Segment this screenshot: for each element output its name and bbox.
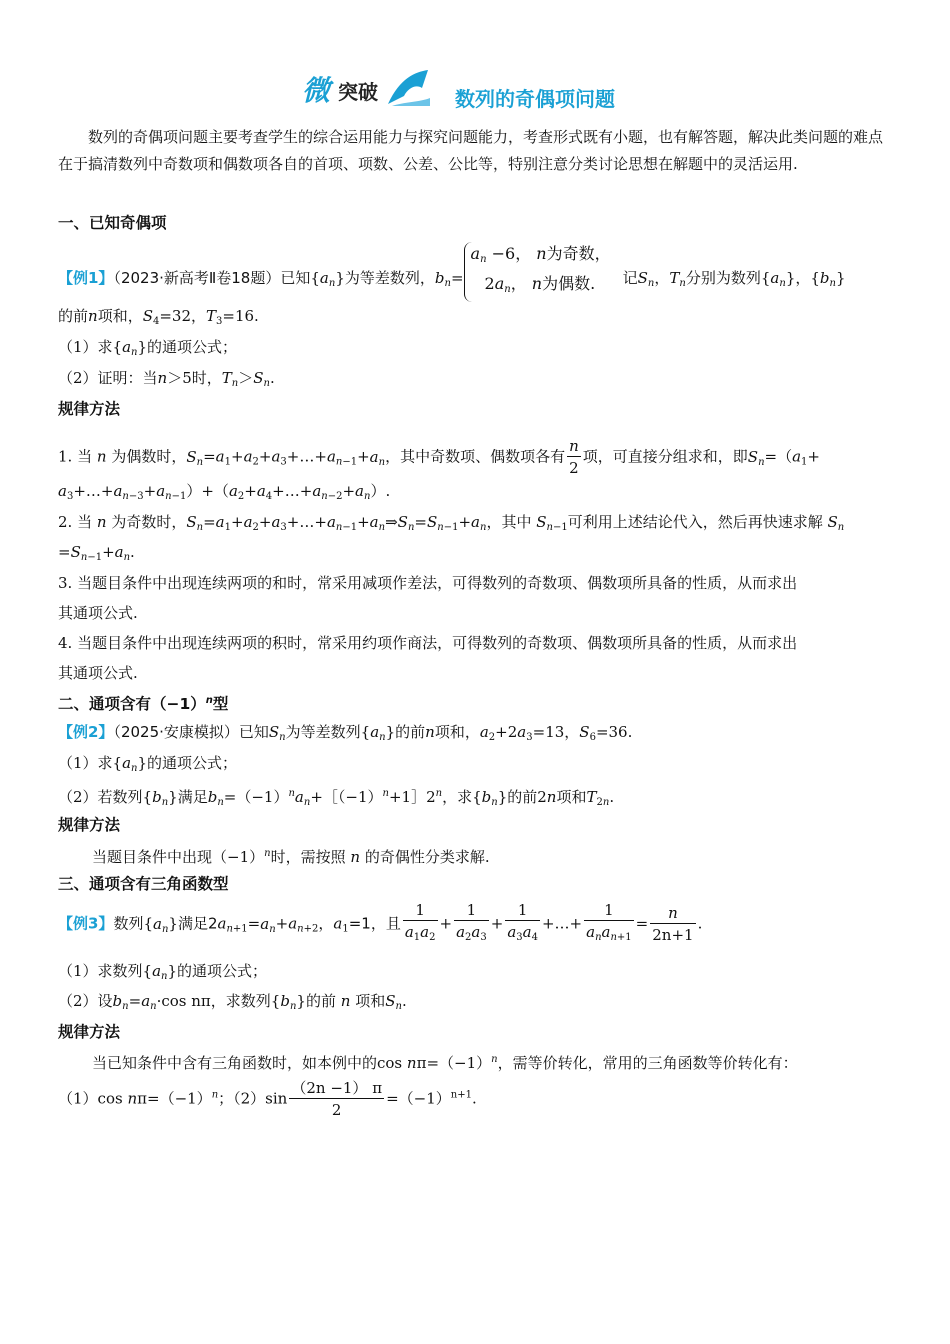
example1-q2: （2）证明：当n＞5时，$T_n>S_n$. [58, 369, 275, 389]
method1-line2: $a_3+\dots+a_{n-3}+a_{n-1})+(a_2+a_4+\dots+a_{n-2}+a_n)$. [58, 482, 391, 502]
method4-line1: 4. 当题目条件中出现连续两项的积时，常采用约项作商法，可得数列的奇数项、偶数项所具备的性质，从而求出 [58, 634, 798, 652]
fraction-sin-arg: $\frac{(2n -1) \pi}{2}$ [291, 1079, 383, 1119]
example2-label: 【例2】 [58, 723, 114, 741]
piecewise-def: $a_n -6$， n为奇数， $2a_n$， n为偶数. [464, 242, 611, 302]
badge-swoosh-base-icon [392, 98, 430, 106]
header-badge-graphic [300, 68, 660, 112]
example1-line2: 的前n项和，$S_4=32$，$T_3=16$. [58, 307, 259, 327]
page-title: 数列的奇偶项问题 [455, 87, 615, 111]
example2-q1: （1）求$\{a_n\}$的通项公式； [58, 754, 238, 774]
method3-line2: 其通项公式. [58, 604, 138, 622]
example2-q2: （2）若数列$\{b_n\}$满足$b_n=(-1)^na_n+[(-1)^n+1]2^n$，求$\{b_n\}$的前2n项和$T_{2n}$. [58, 788, 615, 808]
fraction-2: $\frac{1}{a_2a_3}$ [454, 900, 489, 949]
example3-q2: （2）设$b_n=a_n\cdot\cos$ nπ，求数列$\{b_n\}$的前 n 项和$S_n$. [58, 992, 407, 1012]
page-header [300, 68, 660, 112]
badge-swoosh-icon [388, 70, 428, 104]
section3-formulas: （1）cos $n\pi=(-1)^n$；（2）sin $\frac{(2n -1) \pi}{2}$ $=(-1)^{n+1}$. [58, 1079, 477, 1119]
example3-line: 【例3】数列$\{a_n\}$满足$2a_{n+1}=a_n+a_{n+2}$，$a_1=1$，且 $\frac{1}{a_1a_2}$ + $\frac{1}{a_2a_3}$ + $\frac{1}{a_3a_4}$ +…+ $\frac{1}{a_na_{n+1}}$ = $\frac{n}{2n+1}$ . [58, 900, 702, 948]
section2-method-text: 当题目条件中出现$(-1)^n$时，需按照 n 的奇偶性分类求解. [92, 848, 490, 866]
example3-label: 【例3】 [58, 914, 114, 933]
fraction-rhs: $\frac{n}{2n+1}$ [652, 904, 694, 944]
method2-line1: 2. 当 n 为奇数时，$S_n=a_1+a_2+a_3+\dots+a_{n-1}+a_n\Rightarrow S_n=S_{n-1}+a_n$，其中 $S_{n-1}$可利用上述结论代入，然后再快速求解 $S_n$ [58, 513, 845, 533]
example2-line: 【例2】（2025·安康模拟）已知$S_n$为等差数列$\{a_n\}$的前n项和，$a_2+2a_3=13$，$S_6=36$. [58, 723, 633, 743]
badge-wei-glyph: 微 [302, 74, 331, 107]
section3-method-text: 当已知条件中含有三角函数时，如本例中的$\cos n\pi=(-1)^n$，需等价转化，常用的三角函数等价转化有： [92, 1054, 798, 1072]
example1-label: 【例1】 [58, 269, 114, 287]
method1-line1: 1. 当 n 为偶数时，$S_n=a_1+a_2+a_3+\dots+a_{n-1}+a_n$，其中奇数项、偶数项各有 $\frac{n}{2}$ 项，可直接分组求和，即$S_n=(a_1+$ [58, 437, 820, 477]
fraction-n-over-2: $\frac{n}{2}$ [569, 437, 579, 477]
badge-rest-text: 突破 [338, 80, 378, 104]
example1-line: 【例1】（2023·新高考Ⅱ卷18题）已知$\{a_n\}$为等差数列，$b_n=$ $a_n -6$， n为奇数， $2a_n$， n为偶数. 记$S_n$，$T_n$分别为数列$\{a_n\}$，$\{b_n\}$ [58, 256, 846, 300]
method4-line2: 其通项公式. [58, 664, 138, 682]
section3-method-heading: 规律方法 [58, 1023, 121, 1041]
section3-heading: 三、通项含有三角函数型 [58, 875, 229, 893]
method2-line2: $=S_{n-1}+a_n$. [58, 543, 135, 563]
section2-method-heading: 规律方法 [58, 816, 121, 834]
section1-method-heading: 规律方法 [58, 400, 121, 418]
section1-heading: 一、已知奇偶项 [58, 214, 167, 232]
section2-heading: 二、通项含有$(-1)^n$型 [58, 695, 229, 713]
fraction-3: $\frac{1}{a_3a_4}$ [505, 900, 540, 949]
fraction-n: $\frac{1}{a_na_{n+1}}$ [584, 900, 634, 949]
example3-q1: （1）求数列$\{a_n\}$的通项公式； [58, 962, 268, 982]
method3-line1: 3. 当题目条件中出现连续两项的和时，常采用减项作差法，可得数列的奇数项、偶数项所具备的性质，从而求出 [58, 574, 798, 592]
fraction-1: $\frac{1}{a_1a_2}$ [403, 900, 438, 949]
intro-paragraph: 数列的奇偶项问题主要考查学生的综合运用能力与探究问题能力，考查形式既有小题，也有解答题，解决此类问题的难点在于搞清数列中奇数项和偶数项各自的首项、项数、公差、公比等，特别注意分类讨论思想在解题中的灵活运用. [58, 128, 884, 173]
example1-q1: （1）求$\{a_n\}$的通项公式； [58, 338, 238, 358]
